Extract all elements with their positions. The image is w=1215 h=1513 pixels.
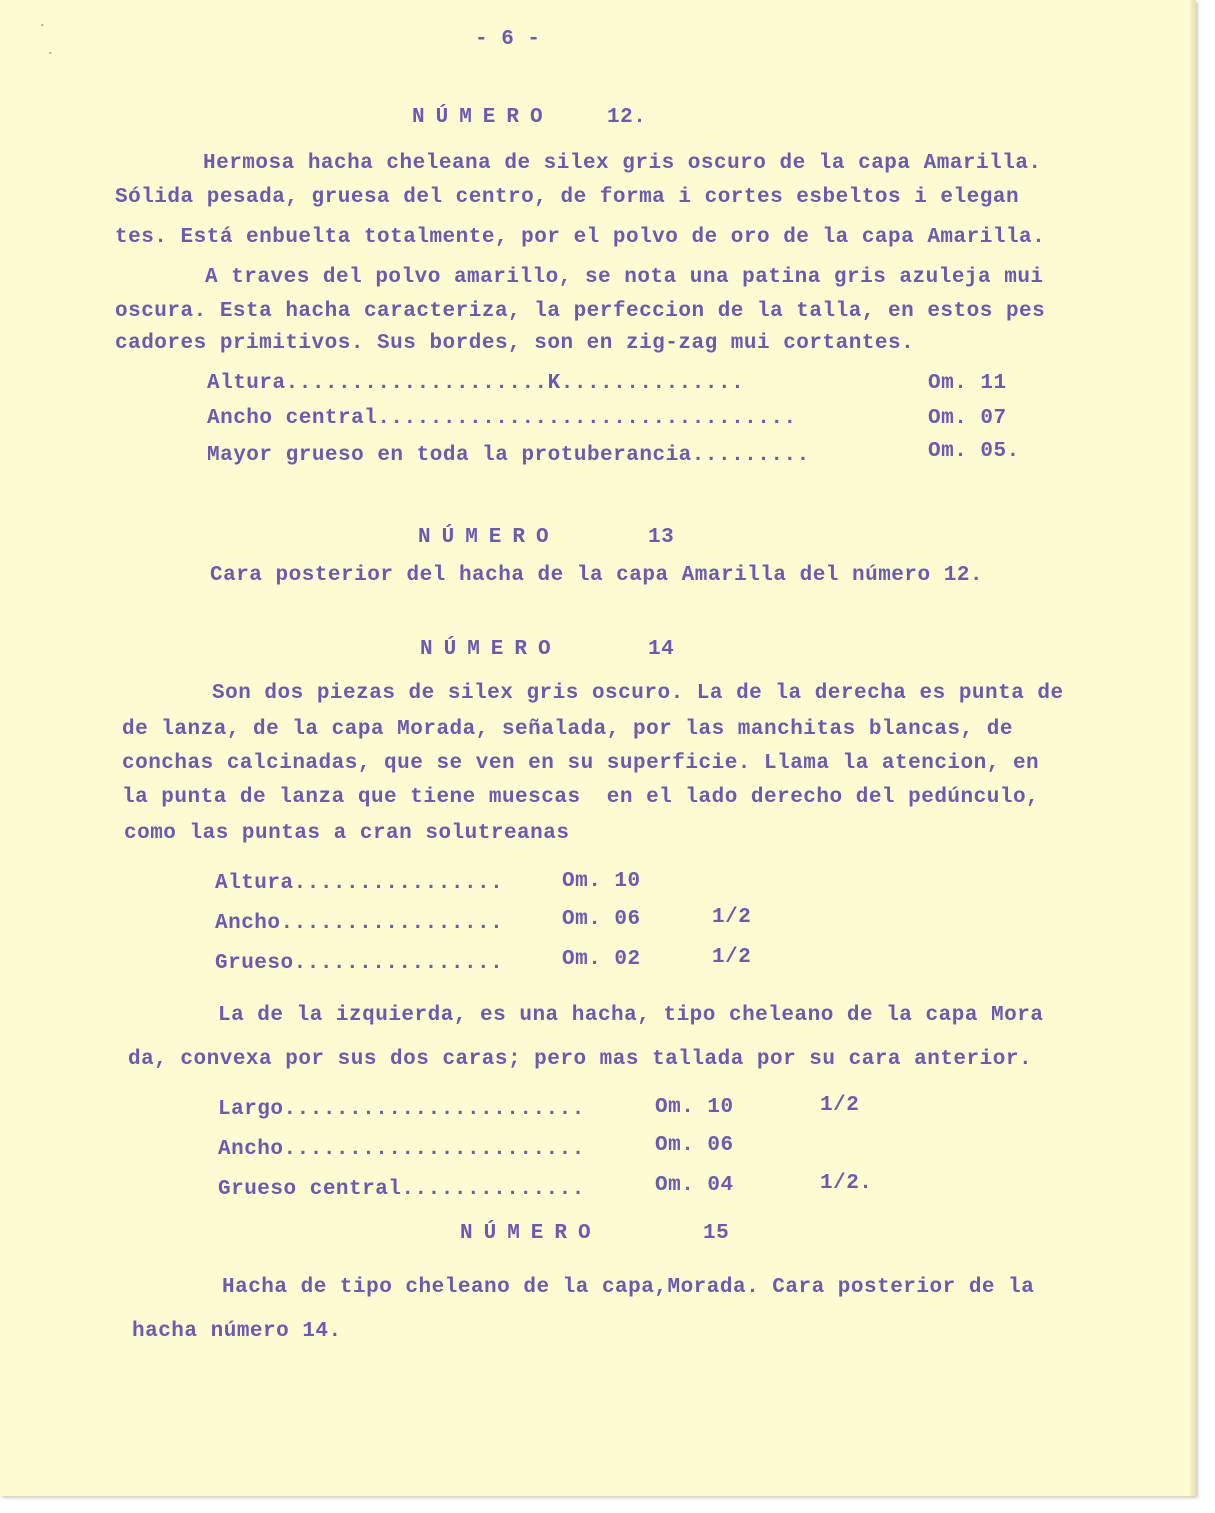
text-line: La de la izquierda, es una hacha, tipo cheleano de la capa Mora bbox=[218, 1004, 1044, 1027]
text-line: de lanza, de la capa Morada, señalada, por las manchitas blancas, de bbox=[122, 718, 1013, 741]
measure-value: Om. 10 bbox=[655, 1096, 734, 1119]
measure-fraction: 1/2 bbox=[712, 946, 752, 969]
measure-fraction: 1/2 bbox=[820, 1094, 860, 1117]
measure-value: Om. 11 bbox=[928, 372, 1007, 395]
section-heading-14: NÚMERO bbox=[420, 638, 562, 661]
text-line: conchas calcinadas, que se ven en su superficie. Llama la atencion, en bbox=[122, 752, 1040, 775]
measure-fraction: 1/2 bbox=[712, 906, 752, 929]
section-number-14: 14 bbox=[648, 638, 675, 661]
measure-label: Ancho central................................ bbox=[207, 407, 797, 430]
text-line: A traves del polvo amarillo, se nota una patina gris azuleja mui bbox=[205, 266, 1044, 289]
measure-value: Om. 04 bbox=[655, 1174, 734, 1197]
measure-label: Ancho................. bbox=[215, 912, 504, 935]
section-number-13: 13 bbox=[648, 526, 675, 549]
text-line: cadores primitivos. Sus bordes, son en zig-zag mui cortantes. bbox=[115, 332, 915, 355]
text-line: hacha número 14. bbox=[132, 1320, 342, 1343]
section-heading-15: NÚMERO bbox=[460, 1222, 602, 1245]
measure-label: Mayor grueso en toda la protuberancia......... bbox=[207, 444, 810, 467]
section-heading-12: NÚMERO bbox=[412, 106, 554, 129]
measure-value: Om. 02 bbox=[562, 948, 641, 971]
measure-label: Altura....................K.............. bbox=[207, 372, 745, 395]
measure-value: Om. 10 bbox=[562, 870, 641, 893]
text-line: Cara posterior del hacha de la capa Amarilla del número 12. bbox=[210, 564, 984, 587]
measure-label: Grueso................ bbox=[215, 952, 504, 975]
text-line: Hermosa hacha cheleana de silex gris oscuro de la capa Amarilla. bbox=[203, 152, 1042, 175]
measure-value: Om. 05. bbox=[928, 440, 1020, 463]
text-line: tes. Está enbuelta totalmente, por el polvo de oro de la capa Amarilla. bbox=[115, 226, 1046, 249]
text-line: da, convexa por sus dos caras; pero mas tallada por su cara anterior. bbox=[128, 1048, 1033, 1071]
measure-value: Om. 06 bbox=[655, 1134, 734, 1157]
text-line: la punta de lanza que tiene muescas en el lado derecho del pedúnculo, bbox=[122, 786, 1040, 809]
text-line: como las puntas a cran solutreanas bbox=[124, 822, 570, 845]
section-heading-13: NÚMERO bbox=[418, 526, 560, 549]
page-edge bbox=[1190, 0, 1196, 1496]
measure-value: Om. 06 bbox=[562, 908, 641, 931]
measure-label: Altura................ bbox=[215, 872, 504, 895]
page-number: - 6 - bbox=[475, 28, 541, 51]
measure-label: Largo....................... bbox=[218, 1098, 585, 1121]
measure-fraction: 1/2. bbox=[820, 1172, 873, 1195]
text-line: oscura. Esta hacha caracteriza, la perfeccion de la talla, en estos pes bbox=[115, 300, 1046, 323]
section-number-12: 12. bbox=[607, 106, 647, 129]
text-line: Son dos piezas de silex gris oscuro. La de la derecha es punta de bbox=[212, 682, 1064, 705]
section-number-15: 15 bbox=[703, 1222, 730, 1245]
measure-label: Grueso central.............. bbox=[218, 1178, 585, 1201]
measure-label: Ancho....................... bbox=[218, 1138, 585, 1161]
text-line: Hacha de tipo cheleano de la capa,Morada. Cara posterior de la bbox=[222, 1276, 1035, 1299]
margin-speck: · bbox=[40, 18, 45, 34]
measure-value: Om. 07 bbox=[928, 407, 1007, 430]
text-line: Sólida pesada, gruesa del centro, de forma i cortes esbeltos i elegan bbox=[115, 186, 1020, 209]
margin-speck: · bbox=[48, 46, 53, 62]
